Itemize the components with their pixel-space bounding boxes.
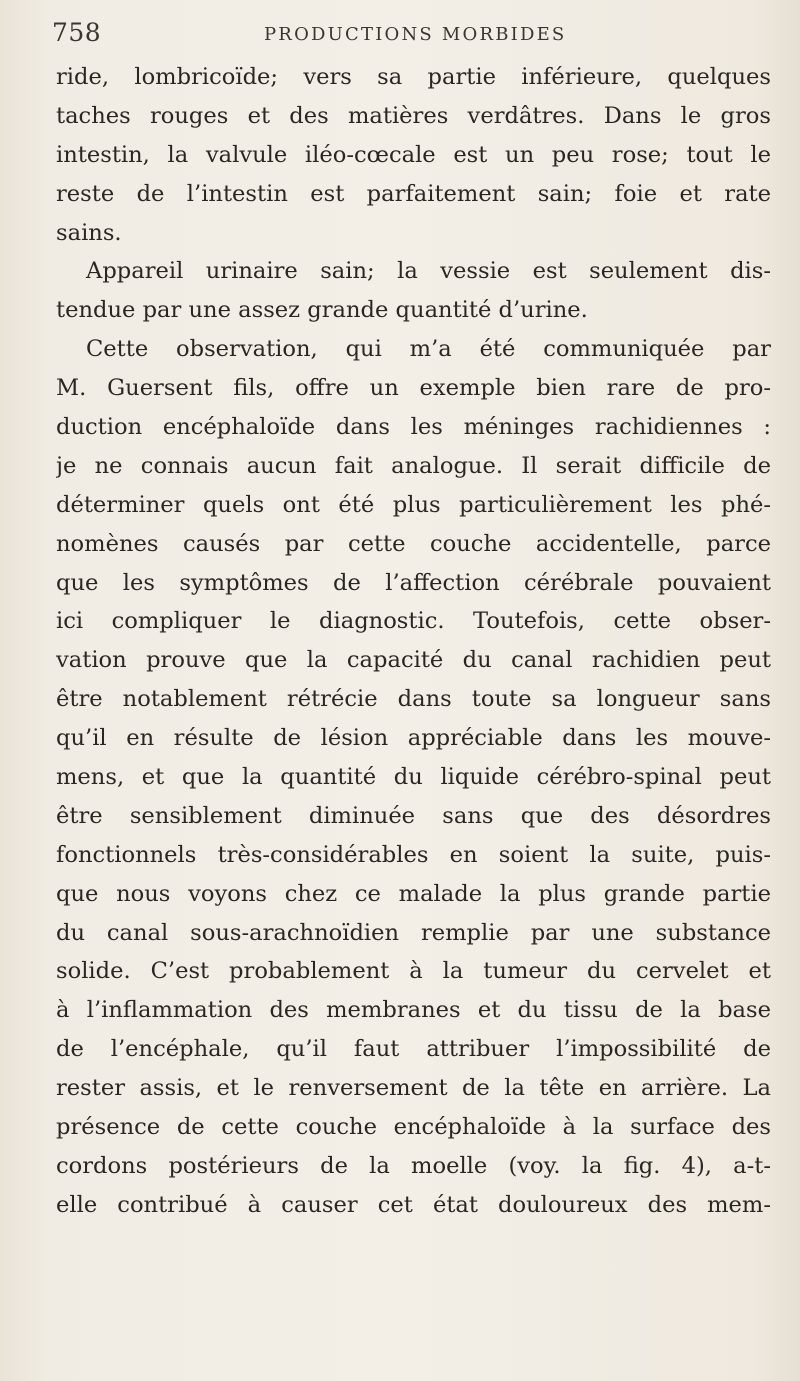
text-line: déterminer quels ont été plus particulièrement les phé-	[56, 491, 771, 518]
page-header	[52, 16, 772, 56]
text-line: Cette observation, qui m’a été communiquée par	[86, 336, 771, 363]
text-line: cordons postérieurs de la moelle (voy. la fig. 4), a-t-	[56, 1152, 771, 1179]
text-line: fonctionnels très-considérables en soient la suite, puis-	[56, 841, 771, 868]
text-line: mens, et que la quantité du liquide cérébro-spinal peut	[56, 764, 771, 791]
body-text	[56, 58, 771, 1225]
page-number: 758	[52, 18, 102, 47]
text-line: rester assis, et le renversement de la tête en arrière. La	[56, 1075, 771, 1102]
text-line: tendue par une assez grande quantité d’urine.	[56, 297, 588, 324]
text-line: ride, lombricoïde; vers sa partie inférieure, quelques	[56, 64, 771, 90]
text-line: vation prouve que la capacité du canal rachidien peut	[56, 647, 771, 674]
text-line: reste de l’intestin est parfaitement sain; foie et rate	[56, 180, 771, 207]
running-head: PRODUCTIONS MORBIDES	[264, 24, 567, 45]
text-line: je ne connais aucun fait analogue. Il serait difficile de	[56, 452, 771, 479]
text-line: que nous voyons chez ce malade la plus grande partie	[56, 880, 771, 907]
text-line: à l’inflammation des membranes et du tissu de la base	[56, 997, 771, 1024]
text-line: du canal sous-arachnoïdien remplie par une substance	[56, 919, 771, 946]
text-line: intestin, la valvule iléo-cœcale est un peu rose; tout le	[56, 141, 771, 168]
text-line: sains.	[56, 219, 122, 246]
text-line: que les symptômes de l’affection cérébrale pouvaient	[56, 569, 771, 596]
text-line: solide. C’est probablement à la tumeur du cervelet et	[56, 958, 771, 985]
text-line: présence de cette couche encéphaloïde à la surface des	[56, 1114, 771, 1141]
text-line: être notablement rétrécie dans toute sa longueur sans	[56, 686, 771, 713]
text-line: duction encéphaloïde dans les méninges rachidiennes :	[56, 414, 771, 441]
text-line: taches rouges et des matières verdâtres. Dans le gros	[56, 102, 771, 129]
text-line: nomènes causés par cette couche accidentelle, parce	[56, 530, 771, 557]
text-line: qu’il en résulte de lésion appréciable dans les mouve-	[56, 725, 771, 752]
text-line: ici compliquer le diagnostic. Toutefois, cette obser-	[56, 608, 771, 635]
text-line: elle contribué à causer cet état douloureux des mem-	[56, 1191, 771, 1218]
text-line: être sensiblement diminuée sans que des désordres	[56, 802, 771, 829]
text-line: M. Guersent fils, offre un exemple bien rare de pro-	[56, 375, 771, 402]
text-line: Appareil urinaire sain; la vessie est seulement dis-	[86, 258, 771, 285]
text-line: de l’encéphale, qu’il faut attribuer l’impossibilité de	[56, 1036, 771, 1063]
